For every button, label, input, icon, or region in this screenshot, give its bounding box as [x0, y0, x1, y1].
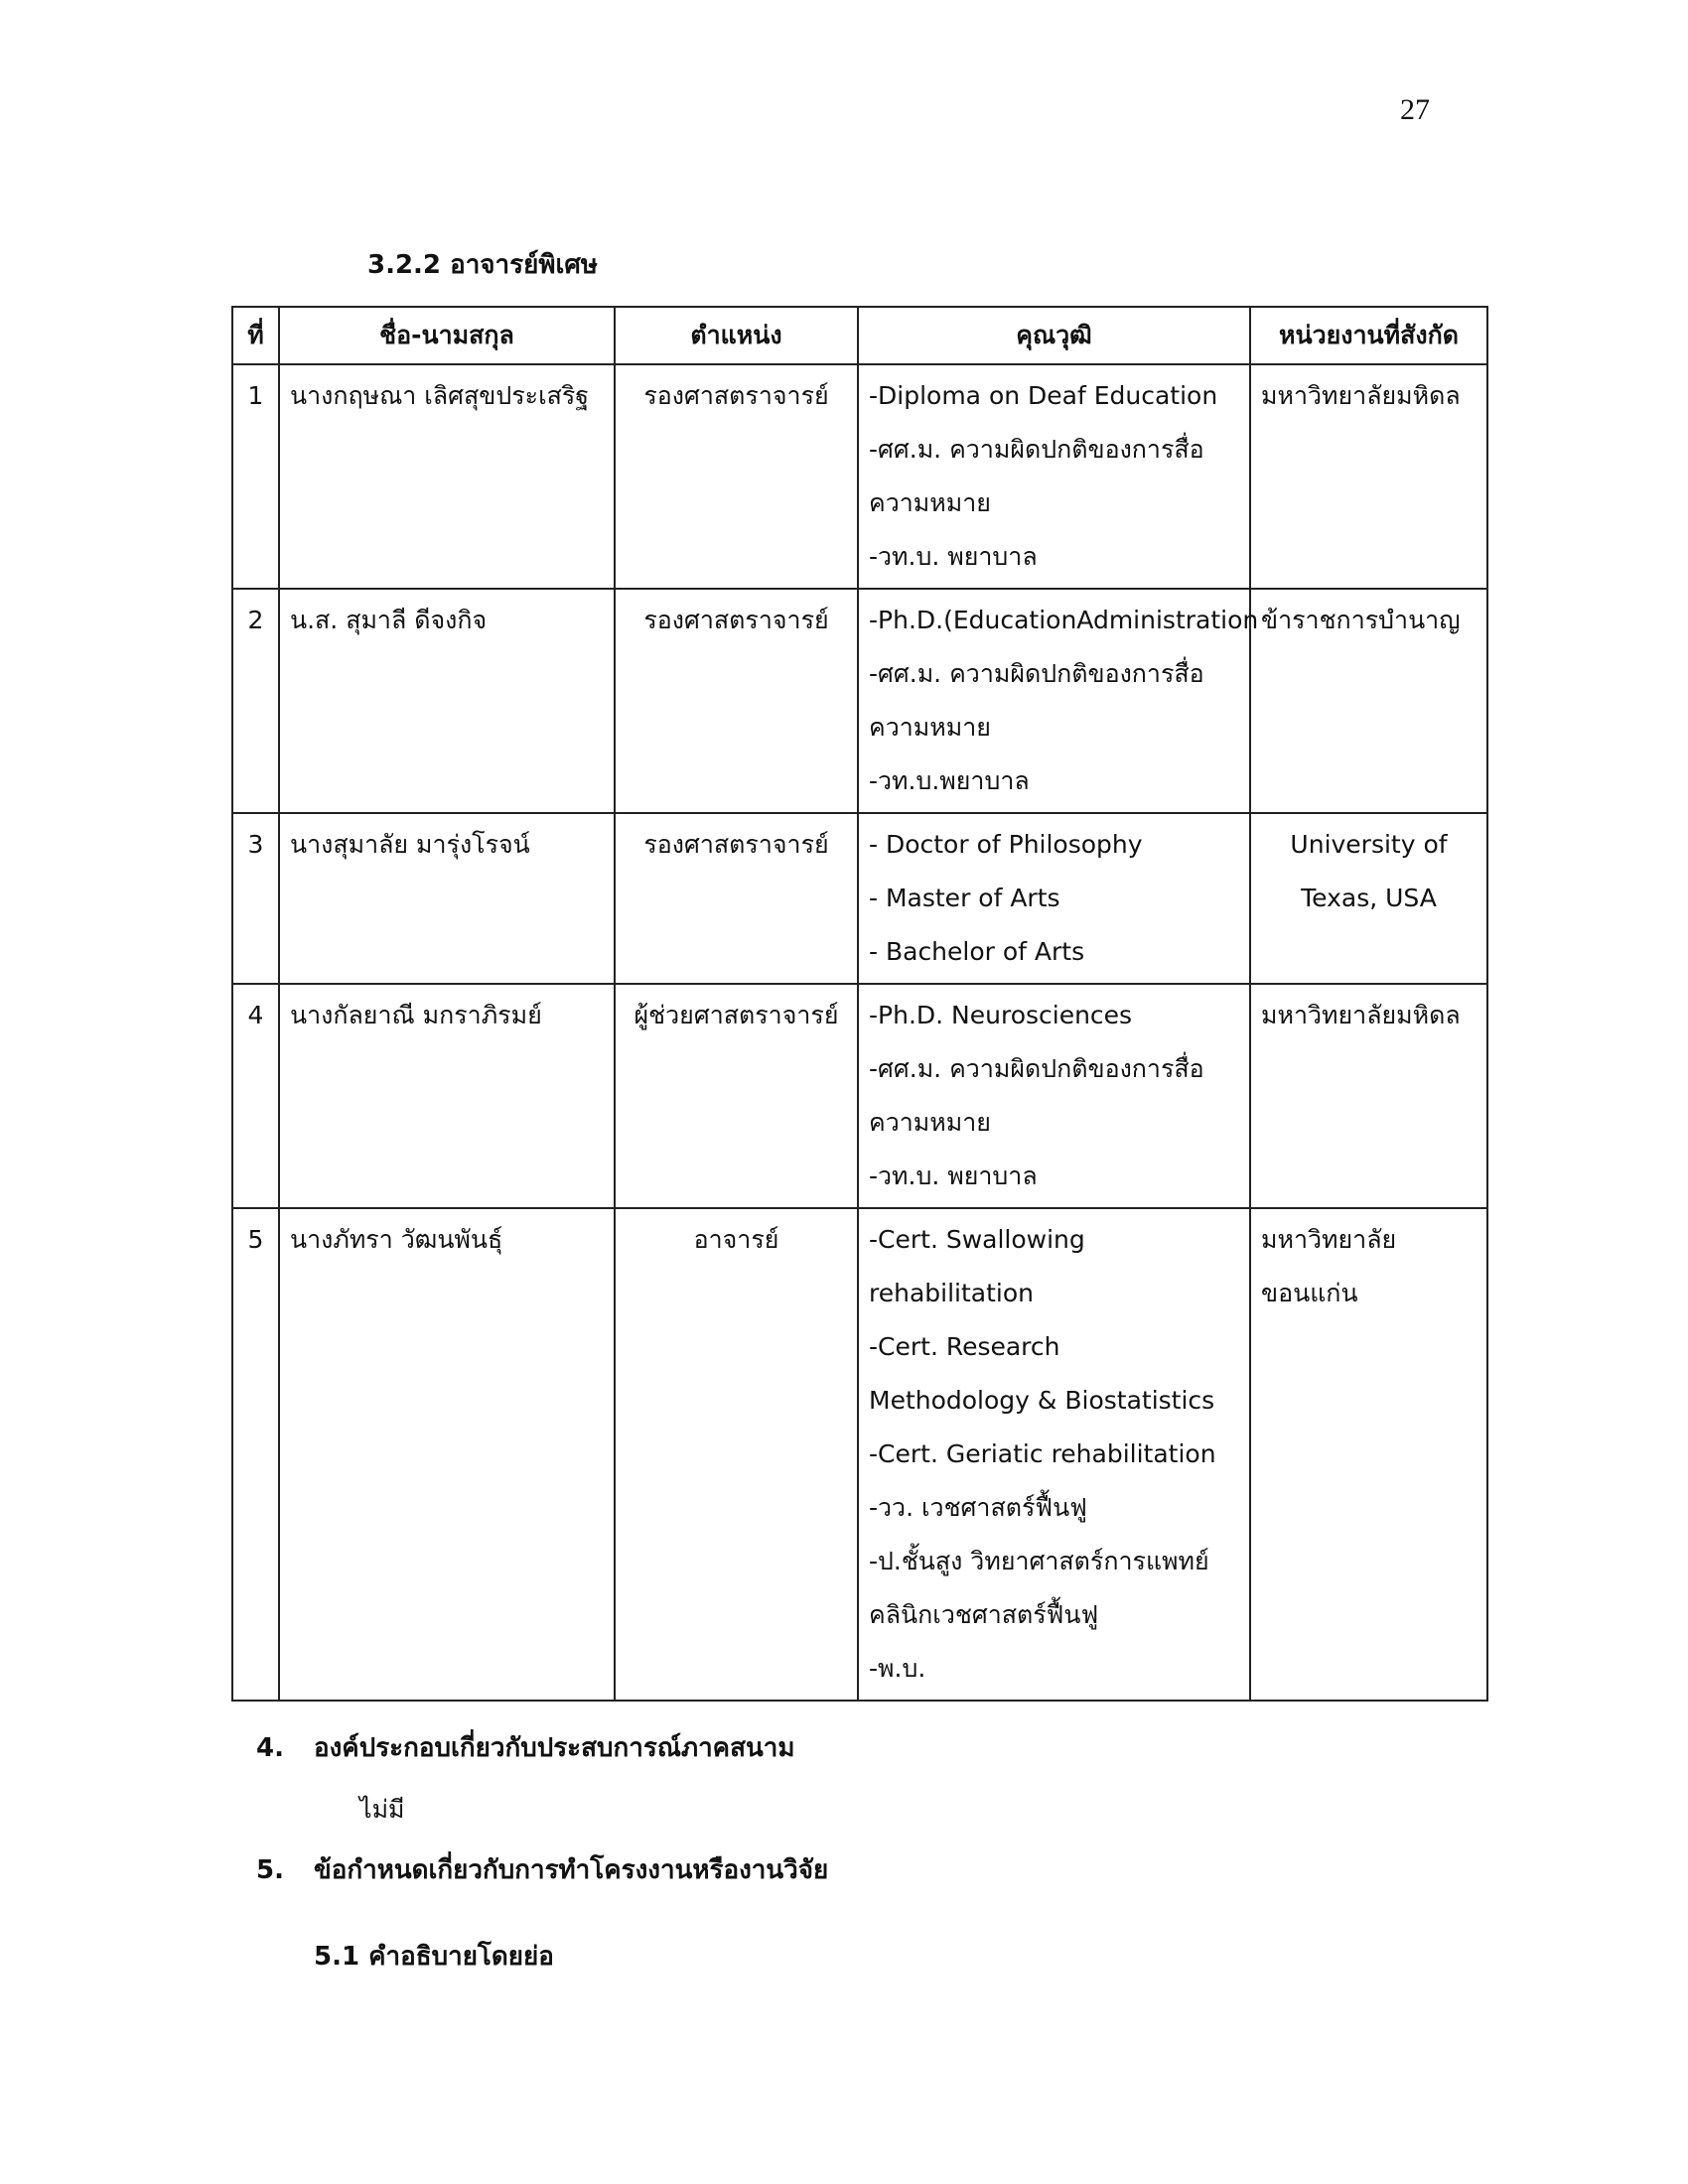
- instructor-name: น.ส. สุมาลี ดีจงกิจ: [279, 589, 615, 813]
- instructor-position: รองศาสตราจารย์: [615, 589, 858, 813]
- qualification-line: -Diploma on Deaf Education: [869, 381, 1218, 410]
- qualification-line: Methodology & Biostatistics: [869, 1386, 1215, 1415]
- unit-line: Texas, USA: [1301, 884, 1437, 912]
- qualification-line: ความหมาย: [869, 713, 991, 742]
- row-number: 4: [232, 984, 279, 1208]
- qualification-line: -ป.ชั้นสูง วิทยาศาสตร์การแพทย์: [869, 1547, 1209, 1575]
- qualification-line: -ศศ.ม. ความผิดปกติของการสื่อ: [869, 435, 1204, 464]
- row-number: 5: [232, 1208, 279, 1701]
- instructor-unit: มหาวิทยาลัยมหิดล: [1250, 364, 1487, 589]
- section-heading: 3.2.2 อาจารย์พิเศษ: [367, 250, 598, 280]
- instructor-unit: ข้าราชการบำนาญ: [1250, 589, 1487, 813]
- instructor-qualifications: [858, 364, 1250, 589]
- qualification-line: -วท.บ.พยาบาล: [869, 766, 1030, 795]
- qualification-line: -Cert. Geriatic rehabilitation: [869, 1439, 1216, 1468]
- qualification-line: -วท.บ. พยาบาล: [869, 542, 1038, 571]
- instructor-position: รองศาสตราจารย์: [615, 813, 858, 984]
- qualification-line: ความหมาย: [869, 488, 991, 517]
- qualification-line: -พ.บ.: [869, 1654, 926, 1683]
- qualification-line: rehabilitation: [869, 1279, 1034, 1307]
- qualification-line: -Ph.D. Neurosciences: [869, 1001, 1133, 1029]
- item-4-heading: [256, 1727, 794, 1768]
- table-row: [232, 589, 1487, 813]
- instructor-qualifications: [858, 984, 1250, 1208]
- qualification-line: -Cert. Swallowing: [869, 1225, 1085, 1254]
- item-4-body: ไม่มี: [359, 1795, 405, 1824]
- item-4-number: 4.: [256, 1733, 284, 1763]
- special-instructors-table: [231, 306, 1488, 1702]
- qualification-line: -วท.บ. พยาบาล: [869, 1161, 1038, 1190]
- instructor-qualifications: [858, 589, 1259, 813]
- row-number: 2: [232, 589, 279, 813]
- instructor-name: นางภัทรา วัฒนพันธุ์: [279, 1208, 615, 1701]
- row-number: 1: [232, 364, 279, 589]
- qualification-line: -Ph.D.(EducationAdministration: [869, 606, 1259, 634]
- header-unit: หน่วยงานที่สังกัด: [1250, 307, 1487, 364]
- qualification-line: -ศศ.ม. ความผิดปกติของการสื่อ: [869, 659, 1204, 688]
- unit-line: มหาวิทยาลัย: [1261, 1225, 1397, 1254]
- qualification-line: -วว. เวชศาสตร์ฟื้นฟู: [869, 1493, 1087, 1522]
- qualification-line: คลินิกเวชศาสตร์ฟื้นฟู: [869, 1600, 1099, 1629]
- table-row: [232, 364, 1487, 589]
- header-qualification: คุณวุฒิ: [858, 307, 1250, 364]
- instructor-qualifications: [858, 813, 1250, 984]
- table-header-row: [232, 307, 1487, 364]
- table-row: [232, 984, 1487, 1208]
- instructor-unit: [1250, 1208, 1487, 1701]
- header-position: ตำแหน่ง: [615, 307, 858, 364]
- instructor-qualifications: [858, 1208, 1250, 1701]
- table-row: [232, 813, 1487, 984]
- header-no: ที่: [232, 307, 279, 364]
- subsection-heading: 5.1 คำอธิบายโดยย่อ: [314, 1942, 554, 1972]
- item-5-title: ข้อกำหนดเกี่ยวกับการทำโครงงานหรืองานวิจัย: [314, 1855, 829, 1885]
- table-row: [232, 1208, 1487, 1701]
- qualification-line: ความหมาย: [869, 1108, 991, 1137]
- item-5-heading: [256, 1849, 828, 1890]
- instructor-unit: [1250, 813, 1487, 984]
- header-name: ชื่อ-นามสกุล: [279, 307, 615, 364]
- instructor-position: ผู้ช่วยศาสตราจารย์: [615, 984, 858, 1208]
- page-number: 27: [1400, 93, 1430, 126]
- row-number: 3: [232, 813, 279, 984]
- item-5-number: 5.: [256, 1855, 284, 1885]
- instructor-position: อาจารย์: [615, 1208, 858, 1701]
- instructor-position: รองศาสตราจารย์: [615, 364, 858, 589]
- qualification-line: - Bachelor of Arts: [869, 937, 1085, 966]
- qualification-line: -ศศ.ม. ความผิดปกติของการสื่อ: [869, 1054, 1204, 1083]
- qualification-line: -Cert. Research: [869, 1332, 1060, 1361]
- instructor-name: นางสุมาลัย มารุ่งโรจน์: [279, 813, 615, 984]
- qualification-line: - Doctor of Philosophy: [869, 830, 1143, 859]
- instructor-unit: มหาวิทยาลัยมหิดล: [1250, 984, 1487, 1208]
- item-4-title: องค์ประกอบเกี่ยวกับประสบการณ์ภาคสนาม: [314, 1733, 795, 1763]
- unit-line: University of: [1290, 830, 1448, 859]
- instructor-name: นางกฤษณา เลิศสุขประเสริฐ: [279, 364, 615, 589]
- qualification-line: - Master of Arts: [869, 884, 1060, 912]
- instructor-name: นางกัลยาณี มกราภิรมย์: [279, 984, 615, 1208]
- unit-line: ขอนแก่น: [1261, 1279, 1358, 1307]
